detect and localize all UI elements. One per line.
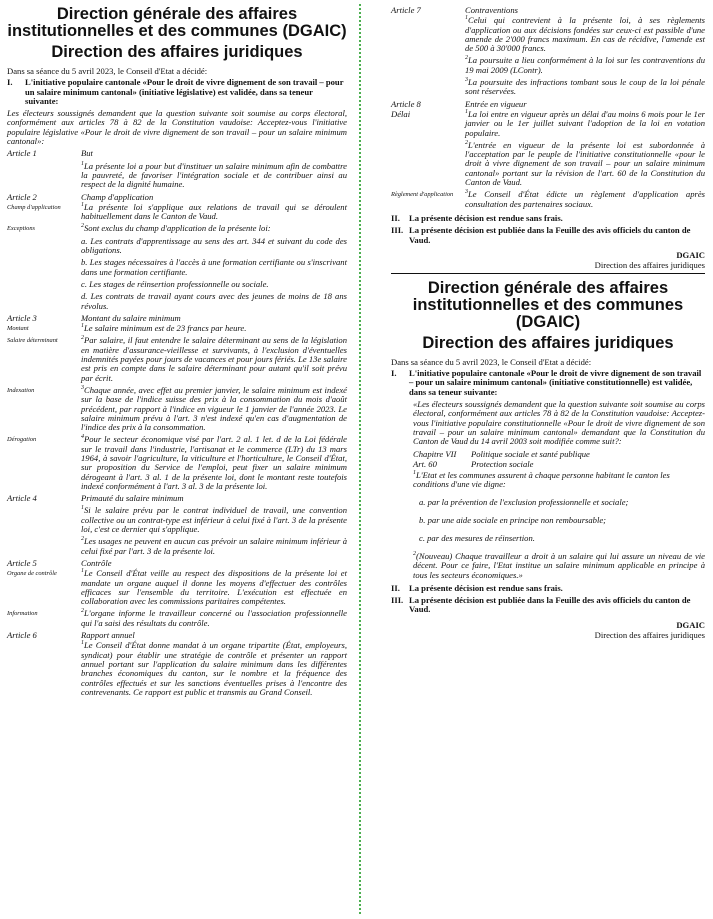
section-title-line2: institutionnelles et des communes (DGAIC) [412,295,684,331]
decision-I-constitutional: I. L'initiative populaire cantonale «Pour le droit de vivre dignement de son travail – pour un salaire minimum cantonal» (initiative constitutionnelle) est validée, dans sa teneur suivante: [391,368,702,397]
quote-text: Les électeurs soussignés demandent que la question suivante soit soumise au corps électoral, conformément aux articles 78 à 82 de la Constitution vaudoise: Acceptez-vous l'initiative populaire législative «Pour le droit de vivre dignement de son travail – pour un salaire minimum cantonal»: [7,108,347,147]
decision-I [7,78,347,106]
list-item: a. Les contrats d'apprentissage au sens des art. 344 et suivant du code des obligations. [81,235,347,256]
section-title-line1: Direction générale des affaires [56,5,298,23]
article-6-para-1: $^1$Le Conseil d'État donne mandat à un organe tripartite (État, employeurs, syndicat) pour établir une stratégie de contrôle et présenter un rapport annuel portant sur l'application du salaire minimum dans les différentes branches économiques du canton, sur le nombre et la fréquence des contrôles effectués et sur les sanctions éventuelles prises à l'encontre des contrevenants. Ce rapport est public et transmis au Grand Conseil. [81,640,347,697]
article-2-para-1: Champ d'application $^1$La présente loi s'applique aux relations de travail qui se déroulent habituellement dans le Canton de Vaud. [7,201,347,222]
article-7-heading: Article 7 Contraventions [391,5,518,15]
article-60-para-1: $^1$L'Etat et les communes assurent à chaque personne habitant le canton les conditions d'une vie digne: [413,469,670,489]
section-title-line2: institutionnelles et des communes (DGAIC) [7,22,347,40]
article-2-para-2: Exceptions $^2$Sont exclus du champ d'application de la présente loi: [7,223,271,234]
article-line: Art. 60 Protection sociale [413,458,534,469]
article-7-para-2: $^2$La poursuite a lieu conformément à la loi sur les contraventions du 19 mai 2009 (LContr). [465,55,705,75]
article-5-para-2: Information $^2$L'organe informe le travailleur concerné ou l'association professionnelle qui l'a saisi des résultats du contrôle. [7,608,347,628]
article-3-para-1: Montant $^1$Le salaire minimum est de 23 francs par heure. [7,323,247,334]
article-8-para-2: $^2$L'entrée en vigueur de la présente loi est subordonnée à l'acceptation par le peuple de l'initiative constitutionnelle «pour le droit à vivre dignement de son travail – pour un salaire minimum cantonal» portant sur la révision de l'art. 60 de la Constitution du Canton de Vaud. [465,139,705,188]
article-4-para-1: $^1$Si le salaire prévu par le contrat individuel de travail, une convention collective ou un contrat-type est inférieur à celui fixé à l'art. 3 de la présente loi, c'est ce dernier qui s'applique. [81,505,347,535]
list-item: a. par la prévention de l'exclusion professionnelle et sociale; [419,496,629,507]
section-rule [391,273,705,274]
decision-III: III. La présente décision est publiée dans la Feuille des avis officiels du canton de Vaud. [391,225,691,245]
list-item: c. par des mesures de réinsertion. [419,532,535,543]
article-2-heading: Article 2 Champ d'application [7,191,154,202]
decision-II: II. La présente décision est rendue sans frais. [391,212,563,223]
decision-II-constitutional: II. La présente décision est rendue sans frais. [391,582,563,593]
article-3-para-2: Salaire déterminant $^2$Par salaire, il faut entendre le salaire déterminant au sens de la législation en matière d'assurance-vieillesse et survivants, à l'exclusion d'éventuelles indemnités payées pour jours de vacances et pour jours fériés. Le 13e salaire est pris en compte dans le salaire déterminant pour autant qu'il soit prévu par écrit. [7,335,347,383]
signature-direction: Direction des affaires juridiques [594,629,705,640]
signature-dgaic: DGAIC [676,249,705,260]
list-item: d. Les contrats de travail ayant cours avec des jeunes de moins de 18 ans révolus. [81,291,347,311]
intro-text: Dans sa séance du 5 avril 2023, le Conseil d'Etat a décidé: [391,356,592,367]
signature-dgaic: DGAIC [676,619,705,630]
list-item: c. Les stages de réinsertion professionnelle ou sociale. [81,278,269,289]
article-4-para-2: $^2$Les usages ne peuvent en aucun cas prévoir un salaire minimum inférieur à celui fixé par l'art. 3 de la présente loi. [81,536,347,556]
left-column [7,6,347,697]
quote-text: «Les électeurs soussignés demandent que la question suivante soit soumise au corps électoral, conformément aux articles 78 à 82 de la Constitution vaudoise: Acceptez-vous l'initiative populaire constitutionnelle «Pour le droit de vivre dignement de son travail – pour un salaire minimum cantonal» demandant que la Constitution du Canton de Vaud du 14 avril 2003 soit modifiée comme suit?: [413,399,705,447]
article-8-heading: Article 8 Entrée en vigueur [391,98,527,109]
decision-number: I. [7,77,13,88]
section-title-line1: Direction générale des affaires [427,278,669,297]
article-6-heading: Article 6 Rapport annuel [7,630,135,641]
article-5-heading: Article 5 Contrôle [7,557,112,568]
article-60-para-2: $^2$(Nouveau) Chaque travailleur a droit à un salaire qui lui assure un niveau de vie décent. Pour ce faire, l'Etat institue un salaire minimum applicable en principe à tous les secteurs économiques.» [413,550,705,580]
intro-text: Dans sa séance du 5 avril 2023, le Conseil d'Etat a décidé: [7,66,208,76]
article-4-heading: Article 4 Primauté du salaire minimum [7,493,184,504]
chapter-line: Chapitre VII Politique sociale et santé publique [413,448,590,459]
article-7-para-3: $^3$La poursuite des infractions tombant sous le coup de la loi pénale sont réservées. [465,77,705,97]
article-3-heading: Article 3 Montant du salaire minimum [7,312,181,323]
section-subtitle: Direction des affaires juridiques [51,43,303,61]
article-8-para-1: Délai $^1$La loi entre en vigueur après un délai d'au moins 6 mois pour le 1er janvier ou le 1er juillet suivant l'adoption de la loi en votation populaire. [391,108,705,138]
article-1-text: $^1$La présente loi a pour but d'instituer un salaire minimum afin de combattre la pauvreté, de favoriser l'intégration sociale et de contribuer ainsi au respect de la dignité humaine. [81,160,347,190]
decision-III-constitutional: III. La présente décision est publiée dans la Feuille des avis officiels du canton de Vaud. [391,595,691,615]
list-item: b. par une aide sociale en principe non remboursable; [419,514,607,525]
column-divider [359,4,361,914]
list-item: b. Les stages nécessaires à l'accès à une formation certifiante ou s'inscrivant dans une formation certifiante. [81,257,347,277]
section-subtitle: Direction des affaires juridiques [422,333,674,352]
article-1-heading: Article 1 But [7,148,93,159]
article-3-para-3: Indexation $^3$Chaque année, avec effet au premier janvier, le salaire minimum est indexé sur la base de l'indice suisse des prix à la consommation du mois d'août précédent, par rapport à l'indice en vigueur le 1 janvier de l'année 2023. Le salaire minimum prévu à l'art. 3 n'est indexé qu'en cas d'augmentation de l'indice des prix à la consommation. [7,384,347,433]
signature-direction: Direction des affaires juridiques [594,259,705,270]
article-5-para-1: Organe de contrôle $^1$Le Conseil d'État veille au respect des dispositions de la présente loi et mandate un organe auquel il donne les moyens d'effectuer des contrôles efficaces sur l'ensemble du territoire. L'exécution est effectuée en collaboration avec les commissions paritaires compétentes. [7,568,347,607]
article-8-para-3: Règlement d'application $^3$Le Conseil d'État édicte un règlement d'application après consultation des partenaires sociaux. [391,189,705,209]
article-7-para-1: $^1$Celui qui contrevient à la présente loi, à ses règlements d'application ou aux décisions fondées sur ceux-ci est passible d'une amende de 2'000 francs maximum. En cas de récidive, l'amende est de 500 à 30'000 francs. [465,15,705,54]
right-column [391,6,705,640]
decision-text: L'initiative populaire cantonale «Pour le droit de vivre dignement de son travail – pour un salaire minimum cantonal» (initiative législative) est validée, dans sa teneur suivante: [25,77,344,106]
article-3-para-4: Dérogation $^4$Pour le secteur économique visé par l'art. 2 al. 1 let. d de la Loi fédérale sur le travail dans l'industrie, l'artisanat et le commerce (LTr) du 13 mars 1964, à savoir l'agriculture, la viticulture et l'horticulture, le Conseil d'État, sur proposition du Service de l'emploi, peut fixer un salaire minimum dérogeant à l'art. 3 al. 1 de la présente loi, dont le montant reste toutefois indexé conformément à l'art. 3 al. 3 de la présente loi. [7,434,347,491]
